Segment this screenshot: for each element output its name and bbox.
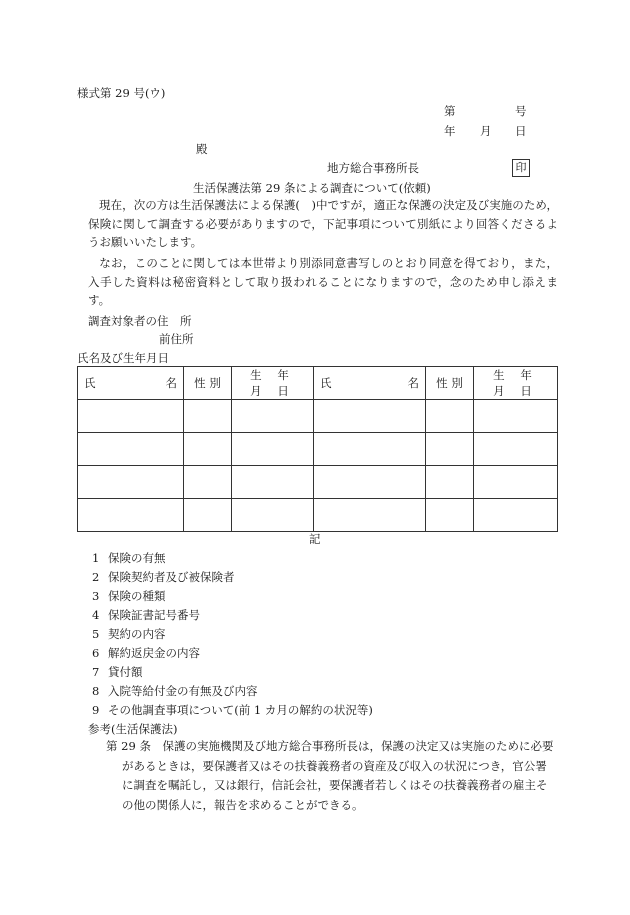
- ki-heading: 記: [309, 532, 321, 546]
- list-item-text: 契約の内容: [108, 627, 166, 641]
- cell-sex[interactable]: [426, 499, 474, 532]
- header-birthdate-2: 生 年 月 日: [474, 367, 558, 400]
- cell-name[interactable]: [78, 400, 184, 433]
- list-item-text: 保険証書記号番号: [108, 608, 200, 622]
- cell-sex[interactable]: [184, 466, 232, 499]
- cell-sex[interactable]: [426, 433, 474, 466]
- list-item: [92, 570, 235, 584]
- form-number: 様式第 29 号(ウ): [77, 86, 166, 100]
- body-paragraph-1-text: 現在，次の方は生活保護法による保護( )中ですが，適正な保護の決定及び実施のため，保険に関して調査する必要がありますので，下記事項について別紙により回答くださるようお願いいたします。: [88, 198, 558, 249]
- list-item: [92, 665, 143, 679]
- list-item-number: 8: [92, 684, 100, 698]
- list-item-number: 7: [92, 665, 100, 679]
- list-item-number: 1: [92, 551, 100, 565]
- list-item-text: 保険の種類: [108, 589, 166, 603]
- list-item-text: 保険の有無: [108, 551, 166, 565]
- date-year: 年: [444, 124, 456, 138]
- cell-sex[interactable]: [426, 400, 474, 433]
- header-sex-2: 性 別: [426, 367, 474, 400]
- header-birthdate: 生 年 月 日: [232, 367, 314, 400]
- list-item-text: 貸付額: [108, 665, 143, 679]
- sender-title: 地方総合事務所長: [327, 161, 419, 175]
- header-sex: 性 別: [184, 367, 232, 400]
- list-item-text: 入院等給付金の有無及び内容: [108, 684, 258, 698]
- list-item: [92, 627, 166, 641]
- header-name-right: 名: [165, 376, 177, 390]
- list-item-number: 5: [92, 627, 100, 641]
- table-row: [78, 433, 558, 466]
- cell-birthdate[interactable]: [232, 433, 314, 466]
- table-row: [78, 400, 558, 433]
- cell-name[interactable]: [314, 400, 426, 433]
- list-item-number: 4: [92, 608, 100, 622]
- subject-previous-address-label: 前住所: [159, 332, 194, 346]
- cell-name[interactable]: [78, 466, 184, 499]
- date-day: 日: [515, 124, 527, 138]
- document-title: 生活保護法第 29 条による調査について(依頼): [193, 181, 431, 195]
- cell-birthdate[interactable]: [474, 466, 558, 499]
- document-number-suffix: 号: [515, 104, 527, 118]
- cell-birthdate[interactable]: [474, 499, 558, 532]
- list-item: [92, 684, 258, 698]
- cell-name[interactable]: [78, 433, 184, 466]
- list-item-number: 6: [92, 646, 100, 660]
- list-item: [92, 703, 373, 717]
- cell-sex[interactable]: [184, 433, 232, 466]
- subject-name-birth-label: 氏名及び生年月日: [77, 351, 169, 365]
- list-item-number: 2: [92, 570, 100, 584]
- header-name-left: 氏: [84, 376, 96, 390]
- body-paragraph-1: [88, 196, 558, 252]
- cell-birthdate[interactable]: [474, 433, 558, 466]
- list-item-text: 解約返戻金の内容: [108, 646, 200, 660]
- cell-birthdate[interactable]: [232, 400, 314, 433]
- cell-sex[interactable]: [184, 400, 232, 433]
- addressee-honorific: 殿: [196, 142, 208, 156]
- table-row: [78, 466, 558, 499]
- subject-table: [77, 366, 558, 532]
- cell-name[interactable]: [78, 499, 184, 532]
- body-paragraph-2-text: なお，このことに関しては本世帯より別添同意書写しのとおり同意を得ており，また，入手した資料は秘密資料として取り扱われることになりますので，念のため申し添えます。: [88, 256, 558, 307]
- cell-birthdate[interactable]: [232, 499, 314, 532]
- cell-name[interactable]: [314, 466, 426, 499]
- cell-sex[interactable]: [184, 499, 232, 532]
- list-item: [92, 608, 200, 622]
- header-name-2-left: 氏: [320, 376, 332, 390]
- cell-sex[interactable]: [426, 466, 474, 499]
- document-number-label: 第: [444, 104, 456, 118]
- cell-birthdate[interactable]: [474, 400, 558, 433]
- reference-label: 参考(生活保護法): [88, 722, 178, 736]
- list-item-text: 保険契約者及び被保険者: [108, 570, 235, 584]
- reference-article-text: 第 29 条 保護の実施機関及び地方総合事務所長は，保護の決定又は実施のために必要があるときは，要保護者又はその扶養義務者の資産及び収入の状況につき，官公署に調査を嘱託し，又は銀行，信託会社，要保護者若しくはその扶養義務者の雇主その他の関係人に，報告を求めることができる。: [106, 739, 554, 812]
- header-name-2-right: 名: [407, 376, 419, 390]
- list-item-number: 3: [92, 589, 100, 603]
- reference-article: [106, 737, 558, 815]
- date-month: 月: [480, 124, 492, 138]
- table-header-row: [78, 367, 558, 400]
- list-item: [92, 589, 166, 603]
- table-row: [78, 499, 558, 532]
- list-item: [92, 551, 166, 565]
- list-item: [92, 646, 200, 660]
- subject-address-label: 調査対象者の住 所: [88, 314, 192, 328]
- cell-name[interactable]: [314, 433, 426, 466]
- cell-name[interactable]: [314, 499, 426, 532]
- list-item-text: その他調査事項について(前 1 カ月の解約の状況等): [108, 703, 373, 717]
- header-name: [78, 367, 184, 400]
- body-paragraph-2: [88, 254, 558, 310]
- header-name-2: [314, 367, 426, 400]
- seal-stamp-box: 印: [512, 159, 530, 177]
- list-item-number: 9: [92, 703, 100, 717]
- cell-birthdate[interactable]: [232, 466, 314, 499]
